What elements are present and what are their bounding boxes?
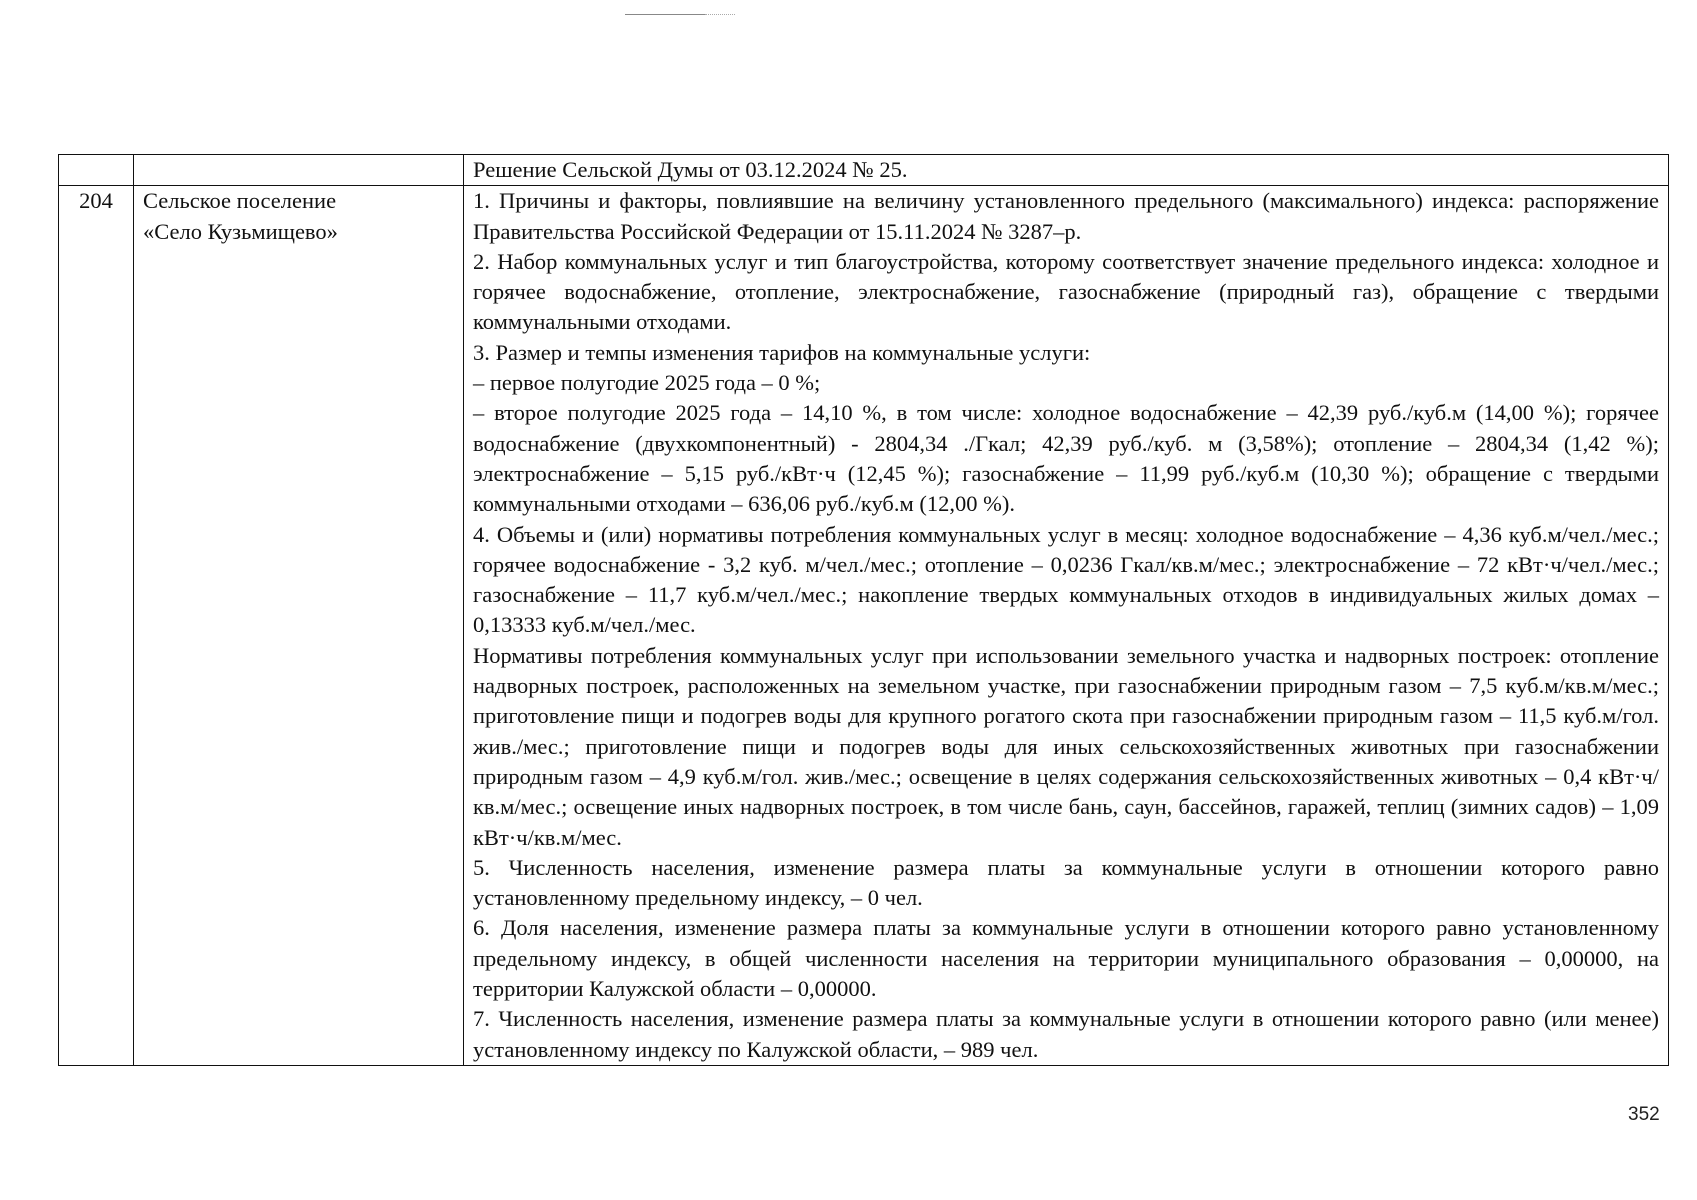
paragraph-6-population-share: 6. Доля населения, изменение размера платы за коммунальные услуги в отношении которого равно установленному предельному индексу, в общей численности населения на территории муниципального образования – 0,00000, на территории Калужской области – 0,00000. <box>473 915 1659 1002</box>
top-scan-mark-dotted <box>705 14 735 15</box>
decision-text-cell <box>464 155 1669 186</box>
paragraph-5-population: 5. Численность населения, изменение размера платы за коммунальные услуги в отношении которого равно установленному предельному индексу, – 0 чел. <box>473 854 1659 911</box>
paragraph-2-services: 2. Набор коммунальных услуг и тип благоустройства, которому соответствует значение предельного индекса: холодное и горячее водоснабжение, отопление, электроснабжение, газоснабжение (природный газ), обращение с твердыми коммунальными отходами. <box>473 248 1659 335</box>
paragraph-4-volumes: 4. Объемы и (или) нормативы потребления коммунальных услуг в месяц: холодное водоснабжение – 4,36 куб.м/чел./мес.; горячее водоснабжение - 3,2 куб. м/чел./мес.; отопление – 0,0236 Гкал/кв.м/мес.; электроснабжение – 72 кВт·ч/чел./мес.; газоснабжение – 11,7 куб.м/чел./мес.; накопление твердых коммунальных отходов в индивидуальных жилых домах – 0,13333 куб.м/чел./мес. <box>473 521 1659 638</box>
top-scan-mark <box>625 14 705 15</box>
tariff-table <box>58 154 1669 1066</box>
details-cell <box>464 186 1669 1066</box>
paragraph-3-first-half: – первое полугодие 2025 года – 0 %; <box>473 370 821 396</box>
paragraph-3-tariffs: 3. Размер и темпы изменения тарифов на коммунальные услуги: <box>473 339 1091 365</box>
table-row-continuation <box>59 155 1669 186</box>
row-number-cell-empty <box>59 155 134 186</box>
municipality-type: Сельское поселение <box>143 188 337 214</box>
paragraph-3-second-half: – второе полугодие 2025 года – 14,10 %, в том числе: холодное водоснабжение – 42,39 руб./куб.м (14,00 %); горячее водоснабжение (двухкомпонентный) - 2804,34 ./Гкал; 42,39 руб./куб. м (3,58%); отопление – 2804,34 (1,42 %); электроснабжение – 5,15 руб./кВт·ч (12,45 %); газоснабжение – 11,99 руб./куб.м (10,30 %); обращение с твердыми коммунальными отходами – 636,06 руб./куб.м (12,00 %). <box>473 400 1659 517</box>
row-number-cell: 204 <box>59 186 134 1066</box>
table-row-204 <box>59 186 1669 1066</box>
page-number: 352 <box>1628 1104 1660 1125</box>
municipality-cell <box>134 186 464 1066</box>
paragraph-7-population-regional: 7. Численность населения, изменение размера платы за коммунальные услуги в отношении которого равно (или менее) установленному индексу по Калужской области, – 989 чел. <box>473 1006 1659 1062</box>
decision-text: Решение Сельской Думы от 03.12.2024 № 25. <box>473 157 908 182</box>
municipality-name: «Село Кузьмищево» <box>143 218 338 244</box>
municipality-cell-empty <box>134 155 464 186</box>
paragraph-4-land-norms: Нормативы потребления коммунальных услуг при использовании земельного участка и надворных построек: отопление надворных построек, расположенных на земельном участке, при газоснабжении природным газом – 7,5 куб.м/кв.м/мес.; приготовление пищи и подогрев воды для крупного рогатого скота при газоснабжении природным газом – 11,5 куб.м/гол. жив./мес.; приготовление пищи и подогрев воды для иных сельскохозяйственных животных при газоснабжении природным газом – 4,9 куб.м/гол. жив./мес.; освещение в целях содержания сельскохозяйственных животных – 0,4 кВт·ч/кв.м/мес.; освещение иных надворных построек, в том числе бань, саун, бассейнов, гаражей, теплиц (зимних садов) – 1,09 кВт·ч/кв.м/мес. <box>473 642 1659 850</box>
paragraph-1-factors: 1. Причины и факторы, повлиявшие на величину установленного предельного (максимального) индекса: распоряжение Правительства Российской Федерации от 15.11.2024 № 3287–р. <box>473 188 1659 244</box>
